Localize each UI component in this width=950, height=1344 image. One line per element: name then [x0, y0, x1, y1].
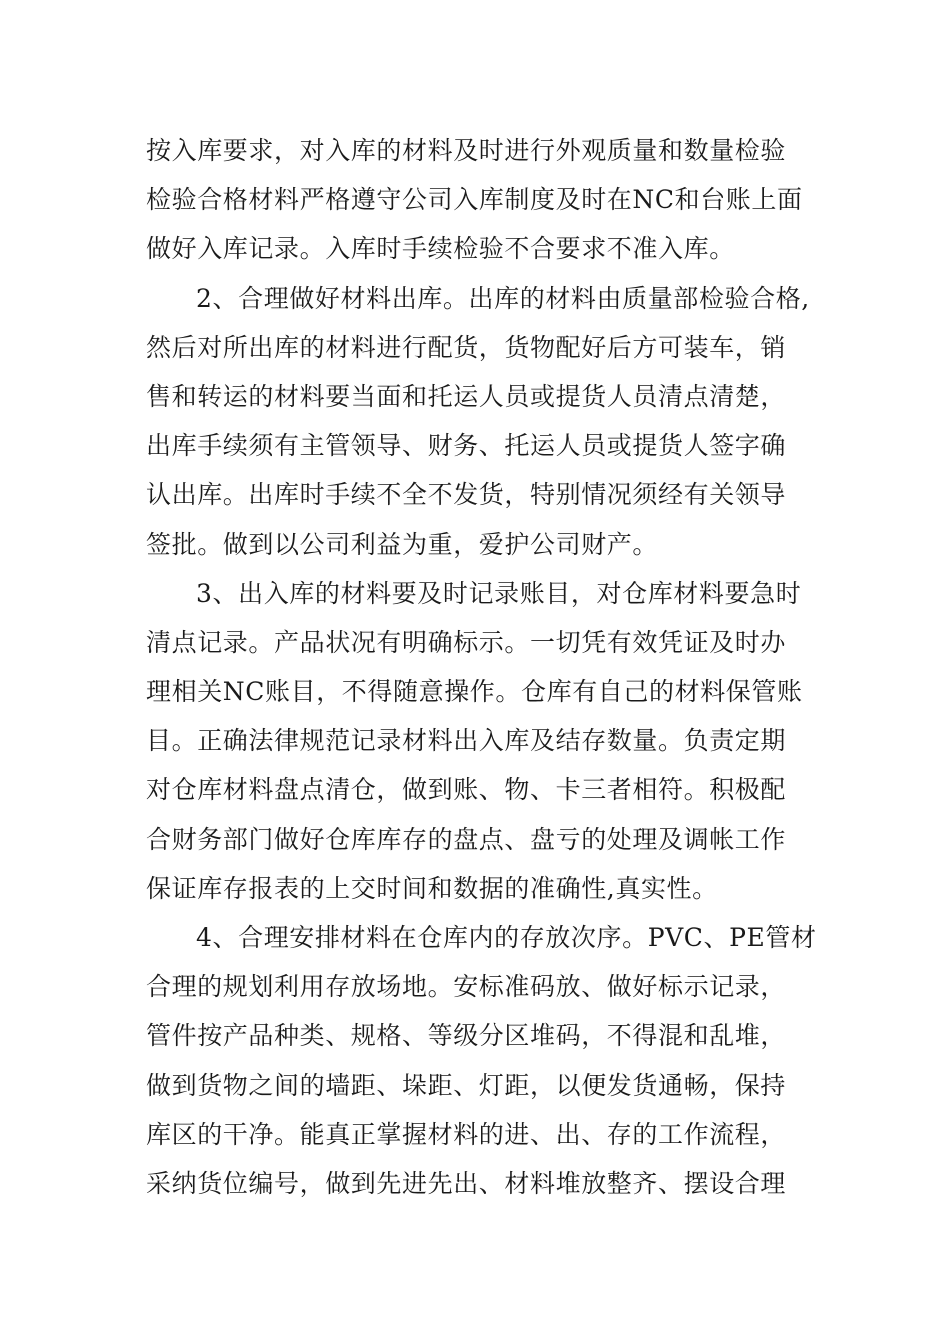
text-line: 管件按产品种类、规格、等级分区堆码，不得混和乱堆， — [146, 1021, 787, 1051]
text-line: 采纳货位编号，做到先进先出、材料堆放整齐、摆设合理 — [146, 1168, 787, 1198]
text-line: 售和转运的材料要当面和托运人员或提货人员清点清楚， — [146, 381, 787, 411]
paragraph-2-start: 2、合理做好材料出库。出库的材料由质量部检验合格, — [196, 283, 810, 313]
document-body — [146, 126, 826, 1208]
text-line: 库区的干净。能真正掌握材料的进、出、存的工作流程， — [146, 1119, 787, 1149]
text-line: 按入库要求，对入库的材料及时进行外观质量和数量检验 — [146, 136, 787, 165]
text-line: 对仓库材料盘点清仓，做到账、物、卡三者相符。积极配 — [146, 775, 787, 805]
text-line: 出库手续须有主管领导、财务、托运人员或提货人签字确 — [146, 431, 787, 461]
text-line: 做到货物之间的墙距、垛距、灯距，以便发货通畅，保持 — [146, 1070, 787, 1100]
text-line: 目。正确法律规范记录材料出入库及结存数量。负责定期 — [146, 726, 787, 756]
text-line: 然后对所出库的材料进行配货，货物配好后方可装车，销 — [146, 332, 787, 362]
text-line: 检验合格材料严格遵守公司入库制度及时在NC和台账上面 — [146, 185, 803, 215]
text-line: 认出库。出库时手续不全不发货，特别情况须经有关领导 — [146, 480, 787, 510]
text-line: 保证库存报表的上交时间和数据的准确性,真实性。 — [146, 873, 718, 903]
text-line: 合理的规划利用存放场地。安标准码放、做好标示记录， — [146, 972, 787, 1002]
paragraph-4-start: 4、合理安排材料在仓库内的存放次序。PVC、PE管材 — [196, 923, 817, 952]
paragraph-3-start: 3、出入库的材料要及时记录账目，对仓库材料要急时 — [196, 578, 802, 608]
text-line: 清点记录。产品状况有明确标示。一切凭有效凭证及时办 — [146, 627, 787, 657]
text-line: 理相关NC账目，不得随意操作。仓库有自己的材料保管账 — [146, 677, 803, 707]
text-line: 合财务部门做好仓库库存的盘点、盘亏的处理及调帐工作 — [146, 824, 787, 854]
text-line: 做好入库记录。入库时手续检验不合要求不准入库。 — [146, 234, 735, 264]
text-line: 签批。做到以公司利益为重，爱护公司财产。 — [146, 529, 659, 559]
